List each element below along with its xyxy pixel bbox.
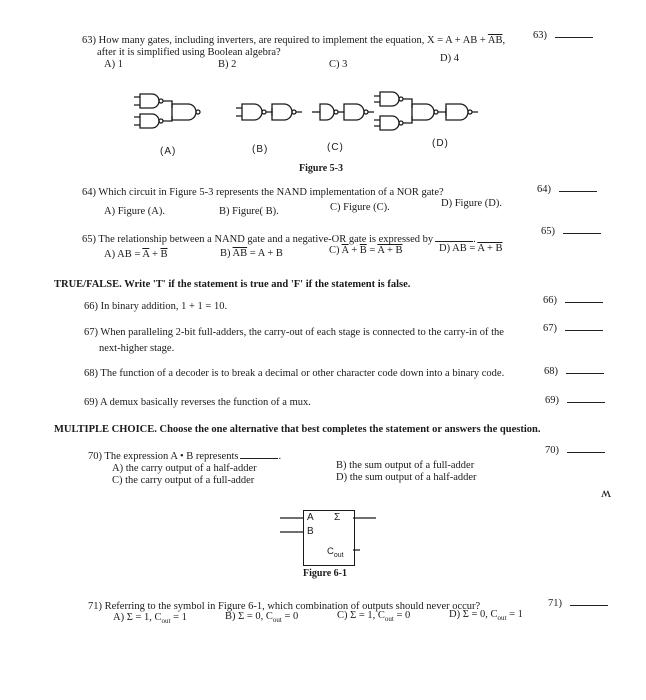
- figure-5-3-circuits: [130, 88, 530, 138]
- figure-5-3-caption: Figure 5-3: [299, 163, 343, 174]
- q69-answer-blank[interactable]: 69): [545, 393, 605, 407]
- q65-option-d: D) AB = A + B: [439, 243, 503, 254]
- q70-option-b: B) the sum output of a full-adder: [336, 460, 475, 471]
- true-false-heading: TRUE/FALSE. Write 'T' if the statement is true and 'F' if the statement is false.: [54, 279, 411, 290]
- q70-answer-blank[interactable]: 70): [545, 443, 605, 457]
- q64-answer-blank[interactable]: 64): [537, 182, 597, 196]
- q65-stem: 65) The relationship between a NAND gate and a negative-OR gate is expressed by .: [82, 234, 476, 245]
- q70-stem: 70) The expression A • B represents .: [88, 451, 282, 462]
- q63-stem: 63) How many gates, including inverters, are required to implement the equation, X = A + AB + $\overline{AB}$,: [82, 35, 506, 46]
- q68-text: 68) The function of a decoder is to break a decimal or other character code down into a binary code.: [84, 368, 505, 379]
- adder-input-b: B: [307, 526, 314, 537]
- q68-answer-blank[interactable]: 68): [544, 364, 604, 378]
- q71-option-d: D) Σ = 0, $C_{out} = 1$: [449, 609, 523, 623]
- q65-option-a: A) AB = $\overline{A} + \overline{B}$: [104, 249, 168, 260]
- figure-6-1-caption: Figure 6-1: [303, 568, 347, 579]
- q64-option-b: B) Figure( B).: [219, 206, 279, 217]
- handwritten-mark: ʍ: [601, 486, 612, 501]
- q71-stem: 71) Referring to the symbol in Figure 6-1, which combination of outputs should never occur?: [88, 601, 481, 612]
- q64-option-d: D) Figure (D).: [441, 198, 502, 209]
- q67-answer-blank[interactable]: 67): [543, 321, 603, 335]
- figure-5-3-label-b: (B): [252, 144, 269, 155]
- q64-option-c: C) Figure (C).: [330, 202, 390, 213]
- q65-option-c: C) $\overline{A} + \overline{B} = A + B$: [329, 245, 403, 256]
- adder-sum-output: Σ: [334, 512, 341, 523]
- q67-text-line2: next-higher stage.: [99, 343, 175, 354]
- q66-text: 66) In binary addition, 1 + 1 = 10.: [84, 301, 228, 312]
- q63-answer-blank[interactable]: 63): [533, 28, 593, 42]
- q71-option-a: A) Σ = 1, $C_{out} = 1$: [113, 612, 187, 626]
- q63-option-a: A) 1: [104, 59, 123, 70]
- q63-stem-line2: after it is simplified using Boolean algebra?: [97, 47, 281, 58]
- q71-answer-blank[interactable]: 71): [548, 596, 608, 610]
- figure-5-3-label-c: (C): [327, 142, 344, 153]
- circuit-d: [374, 92, 478, 130]
- adder-carry-output: $C_{out}$: [327, 546, 344, 559]
- q67-text: 67) When paralleling 2-bit full-adders, the carry-out of each stage is connected to the carry-in of the: [84, 327, 504, 338]
- circuit-b: [236, 104, 302, 120]
- circuit-a: [134, 94, 200, 128]
- q64-stem: 64) Which circuit in Figure 5-3 represents the NAND implementation of a NOR gate?: [82, 187, 444, 198]
- q65-option-b: B) $\overline{AB} = A + B$: [220, 248, 283, 259]
- adder-input-a: A: [307, 512, 314, 523]
- figure-5-3-label-a: (A): [160, 146, 177, 157]
- q63-option-d: D) 4: [440, 53, 459, 64]
- q71-option-b: B) Σ = 0, $C_{out} = 0$: [225, 611, 299, 625]
- q70-option-c: C) the carry output of a full-adder: [112, 475, 255, 486]
- q64-option-a: A) Figure (A).: [104, 206, 165, 217]
- q63-option-b: B) 2: [218, 59, 237, 70]
- multiple-choice-heading: MULTIPLE CHOICE. Choose the one alternative that best completes the statement or answers the question.: [54, 424, 541, 435]
- q71-option-c: C) Σ = 1, $C_{out} = 0$: [337, 610, 411, 624]
- circuit-c: [312, 104, 374, 120]
- q65-answer-blank[interactable]: 65): [541, 224, 601, 238]
- q66-answer-blank[interactable]: 66): [543, 293, 603, 307]
- q63-option-c: C) 3: [329, 59, 348, 70]
- q69-text: 69) A demux basically reverses the function of a mux.: [84, 397, 311, 408]
- figure-5-3-label-d: (D): [432, 138, 449, 149]
- q70-option-d: D) the sum output of a half-adder: [336, 472, 477, 483]
- q70-option-a: A) the carry output of a half-adder: [112, 463, 257, 474]
